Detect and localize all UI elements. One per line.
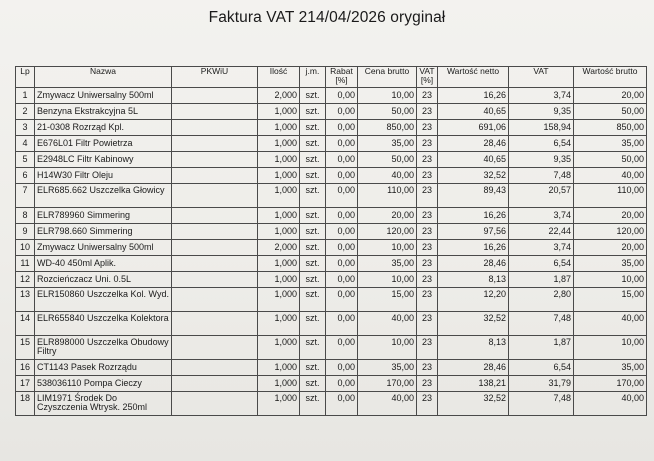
cell-vat-pct: 23 (417, 88, 438, 104)
cell-nazwa: LIM1971 Środek Do Czyszczenia Wtrysk. 250ml (35, 392, 172, 416)
cell-brutto: 50,00 (574, 104, 647, 120)
cell-nazwa: H14W30 Filtr Oleju (35, 168, 172, 184)
cell-brutto: 20,00 (574, 240, 647, 256)
cell-ilosc: 2,000 (258, 88, 300, 104)
cell-netto: 16,26 (438, 240, 509, 256)
cell-ilosc: 1,000 (258, 120, 300, 136)
cell-vat: 31,79 (509, 376, 574, 392)
cell-brutto: 10,00 (574, 336, 647, 360)
table-row (16, 392, 647, 416)
cell-pkwiu (172, 288, 258, 312)
cell-ilosc: 1,000 (258, 288, 300, 312)
cell-nazwa: ELR655840 Uszczelka Kolektora (35, 312, 172, 336)
cell-rabat: 0,00 (326, 312, 358, 336)
cell-netto: 97,56 (438, 224, 509, 240)
cell-brutto: 40,00 (574, 312, 647, 336)
cell-vat: 6,54 (509, 360, 574, 376)
cell-pkwiu (172, 104, 258, 120)
cell-vat: 9,35 (509, 104, 574, 120)
cell-lp: 12 (16, 272, 35, 288)
cell-vat-pct: 23 (417, 336, 438, 360)
cell-vat: 6,54 (509, 256, 574, 272)
cell-netto: 89,43 (438, 184, 509, 208)
cell-vat: 9,35 (509, 152, 574, 168)
cell-rabat: 0,00 (326, 392, 358, 416)
cell-cena: 35,00 (358, 360, 417, 376)
cell-lp: 17 (16, 376, 35, 392)
cell-pkwiu (172, 392, 258, 416)
cell-lp: 11 (16, 256, 35, 272)
cell-vat-pct: 23 (417, 136, 438, 152)
cell-jm: szt. (300, 136, 326, 152)
cell-brutto: 35,00 (574, 136, 647, 152)
cell-brutto: 15,00 (574, 288, 647, 312)
cell-lp: 13 (16, 288, 35, 312)
cell-cena: 35,00 (358, 136, 417, 152)
cell-cena: 850,00 (358, 120, 417, 136)
cell-lp: 7 (16, 184, 35, 208)
cell-rabat: 0,00 (326, 168, 358, 184)
cell-pkwiu (172, 224, 258, 240)
cell-lp: 4 (16, 136, 35, 152)
cell-rabat: 0,00 (326, 336, 358, 360)
cell-ilosc: 1,000 (258, 184, 300, 208)
cell-lp: 15 (16, 336, 35, 360)
cell-brutto: 170,00 (574, 376, 647, 392)
cell-ilosc: 1,000 (258, 312, 300, 336)
cell-lp: 8 (16, 208, 35, 224)
cell-jm: szt. (300, 256, 326, 272)
cell-ilosc: 2,000 (258, 240, 300, 256)
cell-jm: szt. (300, 312, 326, 336)
cell-vat: 3,74 (509, 240, 574, 256)
cell-vat: 7,48 (509, 168, 574, 184)
cell-lp: 5 (16, 152, 35, 168)
cell-nazwa: ELR685.662 Uszczelka Głowicy (35, 184, 172, 208)
cell-nazwa: Zmywacz Uniwersalny 500ml (35, 88, 172, 104)
cell-vat: 3,74 (509, 208, 574, 224)
cell-brutto: 120,00 (574, 224, 647, 240)
cell-vat-pct: 23 (417, 272, 438, 288)
header-vat-pct: VAT [%] (417, 67, 438, 88)
cell-jm: szt. (300, 336, 326, 360)
cell-lp: 10 (16, 240, 35, 256)
cell-brutto: 50,00 (574, 152, 647, 168)
cell-vat-pct: 23 (417, 120, 438, 136)
cell-nazwa: E2948LC Filtr Kabinowy (35, 152, 172, 168)
header-rabat: Rabat [%] (326, 67, 358, 88)
cell-netto: 28,46 (438, 256, 509, 272)
cell-netto: 138,21 (438, 376, 509, 392)
cell-vat: 1,87 (509, 336, 574, 360)
cell-brutto: 35,00 (574, 360, 647, 376)
cell-ilosc: 1,000 (258, 208, 300, 224)
cell-cena: 10,00 (358, 336, 417, 360)
cell-rabat: 0,00 (326, 120, 358, 136)
cell-nazwa: Zmywacz Uniwersalny 500ml (35, 240, 172, 256)
cell-cena: 110,00 (358, 184, 417, 208)
cell-vat: 7,48 (509, 312, 574, 336)
cell-netto: 12,20 (438, 288, 509, 312)
cell-cena: 10,00 (358, 240, 417, 256)
cell-jm: szt. (300, 168, 326, 184)
cell-nazwa: E676L01 Filtr Powietrza (35, 136, 172, 152)
cell-cena: 170,00 (358, 376, 417, 392)
cell-jm: szt. (300, 88, 326, 104)
table-row (16, 152, 647, 168)
cell-netto: 16,26 (438, 208, 509, 224)
cell-rabat: 0,00 (326, 88, 358, 104)
cell-rabat: 0,00 (326, 376, 358, 392)
cell-brutto: 20,00 (574, 208, 647, 224)
cell-netto: 40,65 (438, 152, 509, 168)
table-row (16, 184, 647, 208)
cell-lp: 2 (16, 104, 35, 120)
cell-ilosc: 1,000 (258, 104, 300, 120)
cell-netto: 28,46 (438, 360, 509, 376)
cell-brutto: 40,00 (574, 168, 647, 184)
cell-vat-pct: 23 (417, 288, 438, 312)
cell-jm: szt. (300, 152, 326, 168)
cell-vat-pct: 23 (417, 376, 438, 392)
cell-jm: szt. (300, 288, 326, 312)
cell-rabat: 0,00 (326, 152, 358, 168)
cell-vat-pct: 23 (417, 184, 438, 208)
cell-vat-pct: 23 (417, 240, 438, 256)
cell-lp: 14 (16, 312, 35, 336)
cell-netto: 40,65 (438, 104, 509, 120)
table-body (16, 88, 647, 416)
cell-netto: 32,52 (438, 392, 509, 416)
cell-cena: 50,00 (358, 104, 417, 120)
cell-ilosc: 1,000 (258, 336, 300, 360)
cell-ilosc: 1,000 (258, 168, 300, 184)
cell-jm: szt. (300, 184, 326, 208)
table-row (16, 136, 647, 152)
table-row (16, 240, 647, 256)
cell-vat: 1,87 (509, 272, 574, 288)
cell-pkwiu (172, 136, 258, 152)
cell-nazwa: ELR789960 Simmering (35, 208, 172, 224)
cell-jm: szt. (300, 360, 326, 376)
cell-lp: 16 (16, 360, 35, 376)
table-row (16, 104, 647, 120)
cell-cena: 35,00 (358, 256, 417, 272)
cell-netto: 16,26 (438, 88, 509, 104)
cell-pkwiu (172, 256, 258, 272)
table-row (16, 312, 647, 336)
cell-vat: 20,57 (509, 184, 574, 208)
table-header (16, 67, 647, 88)
cell-vat-pct: 23 (417, 168, 438, 184)
cell-cena: 20,00 (358, 208, 417, 224)
cell-cena: 10,00 (358, 88, 417, 104)
cell-pkwiu (172, 376, 258, 392)
cell-pkwiu (172, 88, 258, 104)
header-ilosc: Ilość (258, 67, 300, 88)
cell-nazwa: ELR798.660 Simmering (35, 224, 172, 240)
table-row (16, 208, 647, 224)
cell-rabat: 0,00 (326, 272, 358, 288)
cell-jm: szt. (300, 376, 326, 392)
cell-jm: szt. (300, 120, 326, 136)
cell-lp: 9 (16, 224, 35, 240)
cell-jm: szt. (300, 224, 326, 240)
cell-ilosc: 1,000 (258, 272, 300, 288)
cell-ilosc: 1,000 (258, 360, 300, 376)
cell-ilosc: 1,000 (258, 256, 300, 272)
cell-pkwiu (172, 168, 258, 184)
cell-brutto: 35,00 (574, 256, 647, 272)
table-row (16, 120, 647, 136)
cell-rabat: 0,00 (326, 104, 358, 120)
table-row (16, 168, 647, 184)
cell-lp: 18 (16, 392, 35, 416)
cell-cena: 40,00 (358, 168, 417, 184)
cell-jm: szt. (300, 392, 326, 416)
table-row (16, 376, 647, 392)
cell-vat-pct: 23 (417, 360, 438, 376)
cell-brutto: 850,00 (574, 120, 647, 136)
header-cena-brutto: Cena brutto (358, 67, 417, 88)
header-lp: Lp (16, 67, 35, 88)
cell-jm: szt. (300, 240, 326, 256)
cell-rabat: 0,00 (326, 256, 358, 272)
table-row (16, 88, 647, 104)
header-pkwiu: PKWiU (172, 67, 258, 88)
cell-vat-pct: 23 (417, 104, 438, 120)
cell-lp: 6 (16, 168, 35, 184)
cell-lp: 3 (16, 120, 35, 136)
cell-cena: 15,00 (358, 288, 417, 312)
cell-vat-pct: 23 (417, 312, 438, 336)
header-jm: j.m. (300, 67, 326, 88)
cell-pkwiu (172, 120, 258, 136)
cell-ilosc: 1,000 (258, 376, 300, 392)
cell-rabat: 0,00 (326, 360, 358, 376)
table-row (16, 288, 647, 312)
cell-pkwiu (172, 208, 258, 224)
cell-pkwiu (172, 240, 258, 256)
cell-cena: 40,00 (358, 392, 417, 416)
cell-nazwa: 538036110 Pompa Cieczy (35, 376, 172, 392)
table-row (16, 336, 647, 360)
cell-ilosc: 1,000 (258, 224, 300, 240)
cell-vat-pct: 23 (417, 224, 438, 240)
cell-ilosc: 1,000 (258, 152, 300, 168)
cell-rabat: 0,00 (326, 184, 358, 208)
cell-cena: 40,00 (358, 312, 417, 336)
cell-ilosc: 1,000 (258, 392, 300, 416)
cell-vat: 22,44 (509, 224, 574, 240)
cell-pkwiu (172, 272, 258, 288)
cell-pkwiu (172, 336, 258, 360)
cell-pkwiu (172, 152, 258, 168)
cell-ilosc: 1,000 (258, 136, 300, 152)
header-wartosc-brutto: Wartość brutto (574, 67, 647, 88)
cell-netto: 8,13 (438, 336, 509, 360)
header-nazwa: Nazwa (35, 67, 172, 88)
cell-vat-pct: 23 (417, 392, 438, 416)
cell-rabat: 0,00 (326, 288, 358, 312)
cell-cena: 120,00 (358, 224, 417, 240)
cell-jm: szt. (300, 104, 326, 120)
cell-nazwa: 21-0308 Rozrząd Kpl. (35, 120, 172, 136)
cell-nazwa: Benzyna Ekstrakcyjna 5L (35, 104, 172, 120)
cell-pkwiu (172, 184, 258, 208)
cell-cena: 50,00 (358, 152, 417, 168)
cell-netto: 28,46 (438, 136, 509, 152)
table-row (16, 360, 647, 376)
cell-brutto: 20,00 (574, 88, 647, 104)
table-row (16, 224, 647, 240)
cell-rabat: 0,00 (326, 240, 358, 256)
cell-netto: 32,52 (438, 312, 509, 336)
cell-jm: szt. (300, 208, 326, 224)
cell-brutto: 10,00 (574, 272, 647, 288)
cell-rabat: 0,00 (326, 136, 358, 152)
cell-brutto: 110,00 (574, 184, 647, 208)
cell-rabat: 0,00 (326, 224, 358, 240)
cell-vat: 7,48 (509, 392, 574, 416)
header-vat: VAT (509, 67, 574, 88)
cell-vat-pct: 23 (417, 256, 438, 272)
cell-brutto: 40,00 (574, 392, 647, 416)
cell-vat: 158,94 (509, 120, 574, 136)
cell-nazwa: ELR150860 Uszczelka Kol. Wyd. (35, 288, 172, 312)
cell-rabat: 0,00 (326, 208, 358, 224)
invoice-title: Faktura VAT 214/04/2026 oryginał (208, 9, 446, 26)
table-row (16, 256, 647, 272)
cell-jm: szt. (300, 272, 326, 288)
header-wartosc-netto: Wartość netto (438, 67, 509, 88)
cell-vat-pct: 23 (417, 152, 438, 168)
cell-pkwiu (172, 312, 258, 336)
cell-nazwa: ELR898000 Uszczelka Obudowy Filtry (35, 336, 172, 360)
cell-nazwa: CT1143 Pasek Rozrządu (35, 360, 172, 376)
cell-nazwa: Rozcieńczacz Uni. 0.5L (35, 272, 172, 288)
cell-lp: 1 (16, 88, 35, 104)
cell-nazwa: WD-40 450ml Aplik. (35, 256, 172, 272)
cell-netto: 32,52 (438, 168, 509, 184)
cell-vat: 2,80 (509, 288, 574, 312)
cell-vat: 6,54 (509, 136, 574, 152)
cell-vat-pct: 23 (417, 208, 438, 224)
cell-netto: 8,13 (438, 272, 509, 288)
invoice-items-table (15, 66, 647, 416)
cell-cena: 10,00 (358, 272, 417, 288)
cell-pkwiu (172, 360, 258, 376)
table-row (16, 272, 647, 288)
cell-vat: 3,74 (509, 88, 574, 104)
cell-netto: 691,06 (438, 120, 509, 136)
